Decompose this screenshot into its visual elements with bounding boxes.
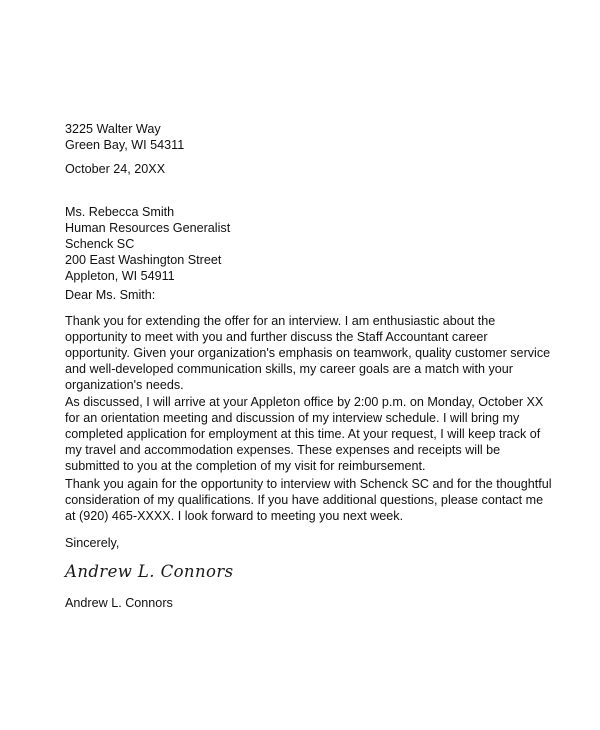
paragraph-line: Thank you again for the opportunity to interview with Schenck SC and for the thoughtful (65, 477, 552, 491)
paragraph-line: consideration of my qualifications. If you have additional questions, please contact me (65, 493, 544, 507)
body-paragraph-1 (65, 313, 565, 393)
sender-city-line: Green Bay, WI 54311 (65, 138, 185, 152)
recipient-street: 200 East Washington Street (65, 253, 222, 267)
sender-street: 3225 Walter Way (65, 122, 161, 136)
body-paragraph-3 (65, 476, 565, 524)
paragraph-line: submitted to you at the completion of my visit for reimbursement. (65, 459, 426, 473)
salutation (65, 287, 565, 303)
closing-text: Sincerely, (65, 536, 120, 550)
recipient-company: Schenck SC (65, 237, 135, 251)
paragraph-line: As discussed, I will arrive at your Appleton office by 2:00 p.m. on Monday, October XX (65, 395, 544, 409)
recipient-title: Human Resources Generalist (65, 221, 231, 235)
sender-address (65, 121, 565, 153)
letter-date (65, 161, 565, 177)
body-paragraph-2 (65, 394, 565, 474)
recipient-city-line: Appleton, WI 54911 (65, 269, 175, 283)
paragraph-line: Thank you for extending the offer for an interview. I am enthusiastic about the (65, 314, 496, 328)
paragraph-line: at (920) 465-XXXX. I look forward to meeting you next week. (65, 509, 404, 523)
closing (65, 535, 565, 551)
recipient-name: Ms. Rebecca Smith (65, 205, 175, 219)
salutation-text: Dear Ms. Smith: (65, 288, 156, 302)
typed-name (65, 595, 565, 611)
paragraph-line: and well-developed communication skills, my career goals are a match with your (65, 362, 513, 376)
typed-name-text: Andrew L. Connors (65, 596, 173, 610)
recipient-address (65, 204, 565, 284)
paragraph-line: completed application for employment at this time. At your request, I will keep track of (65, 427, 541, 441)
handwritten-signature: Andrew L. Connors (65, 562, 234, 581)
paragraph-line: my travel and accommodation expenses. These expenses and receipts will be (65, 443, 501, 457)
paragraph-line: opportunity. Given your organization's emphasis on teamwork, quality customer service (65, 346, 551, 360)
paragraph-line: organization's needs. (65, 378, 184, 392)
paragraph-line: opportunity to meet with you and further discuss the Staff Accountant career (65, 330, 488, 344)
paragraph-line: for an orientation meeting and discussion of my interview schedule. I will bring my (65, 411, 520, 425)
date-text: October 24, 20XX (65, 162, 166, 176)
